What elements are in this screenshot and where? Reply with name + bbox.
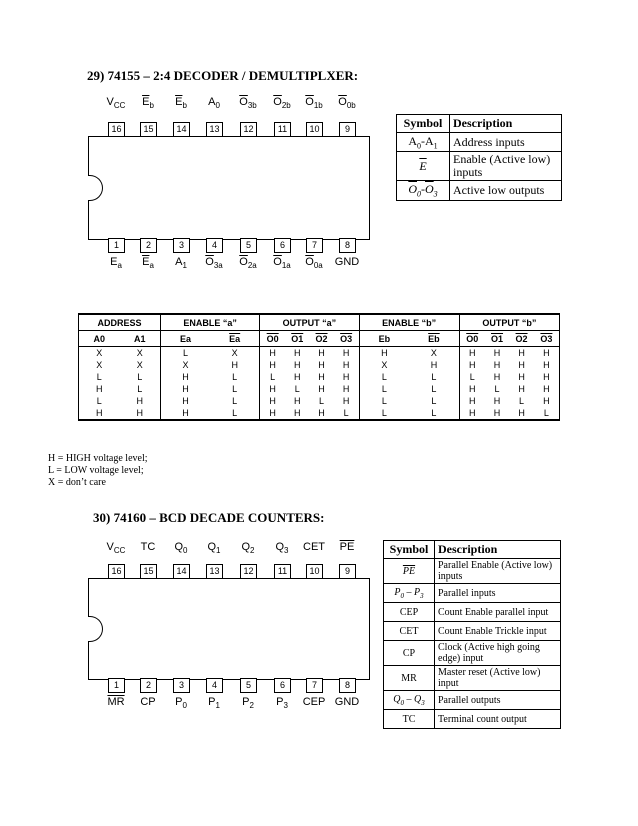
table-cell: L [359,407,409,420]
column-header: O2 [309,331,333,347]
note-dont-care: X = don’t care [48,477,106,488]
table-cell: H [534,383,560,395]
pin-number: 16 [108,564,125,579]
symbol-cell: $A_0-A_1$ [397,133,450,152]
pin-label: $E_a$ [110,256,122,271]
description-header: Description [450,115,562,133]
table-cell: L [79,395,120,407]
table-row [79,359,560,371]
table-cell: H [318,384,325,394]
symbol-header: Symbol [397,115,450,133]
table-cell: H [269,348,276,358]
table-cell: X [381,360,388,370]
pin-number: 5 [240,238,257,253]
symbol-cell: $\overline{O}_0-\overline{O}_3$ [397,181,450,200]
table-cell: H [534,371,560,383]
pin-number: 12 [240,122,257,137]
symbol-cell: $\overline{E}$ [397,152,450,181]
table-cell: X [79,347,120,360]
pin-number: 15 [140,564,157,579]
pin-label: $A_0$ [208,96,220,111]
table-cell: L [519,396,525,406]
table-cell: H [493,396,501,406]
pin-label: $V_{CC}$ [106,96,126,111]
table-cell: X [409,347,459,360]
table-cell: L [79,371,120,383]
table-cell: H [309,407,333,420]
column-header: $\overline{Ea}$ [210,331,260,347]
table-cell: H [182,396,189,406]
chip-body [88,578,370,680]
table-cell: X [182,360,189,370]
table-cell: H [318,348,325,358]
table-cell: H [293,348,301,358]
table-cell: H [459,407,485,420]
table-cell: H [469,384,476,394]
pin-number: 6 [274,678,291,693]
symbol-cell: CET [384,622,435,641]
table-cell: L [119,383,160,395]
table-cell: L [183,348,189,358]
pin-label: TC [140,541,156,553]
pin-label: $\overline{O}_{3a}$ [205,256,223,271]
pin-label: $Q_0$ [174,541,188,556]
table-cell: L [381,372,387,382]
pin-number: 1 [108,238,125,253]
table-cell: L [270,372,276,382]
table-cell: H [534,347,560,360]
table-cell: H [493,360,501,370]
table-cell: L [534,407,560,420]
pin-number: 10 [306,122,323,137]
table-row [384,691,561,710]
description-cell: Parallel inputs [435,584,561,603]
table-cell: L [119,371,160,383]
pin-label: CP [140,696,156,708]
symbol-cell: CP [384,641,435,666]
description-cell: Address inputs [450,133,562,152]
table-row [384,641,561,666]
table-cell: H [334,347,359,360]
group-header: ENABLE “a” [160,314,259,331]
description-cell: Parallel Enable (Active low) inputs [435,559,561,584]
table-cell: L [409,371,459,383]
table-cell: L [210,371,260,383]
pin-label: $Q_3$ [275,541,289,556]
pin-label: GND [334,256,360,268]
table-cell: H [285,407,309,420]
pin-number: 12 [240,564,257,579]
column-header: O3 [534,331,560,347]
table-cell: H [210,359,260,371]
table-cell: L [319,396,325,406]
pin-label: $\overline{PE}$ [339,541,355,553]
pin-number: 8 [339,238,356,253]
table-row [384,584,561,603]
pin-label: $\overline{O}_{2a}$ [239,256,257,271]
table-cell: H [534,359,560,371]
table-cell: H [518,372,525,382]
table-cell: L [381,396,387,406]
table-row [397,152,562,181]
pin-label: $\overline{E}_b$ [142,96,154,111]
symbol-table-74160 [383,540,561,729]
table-cell: X [210,347,260,360]
pin-label: $\overline{O}_{0a}$ [305,256,323,271]
pin-label: CEP [302,696,326,708]
column-header: Ea [160,331,210,347]
pin-number: 13 [206,122,223,137]
column-header: $\overline{Eb}$ [409,331,459,347]
table-cell: L [294,384,300,394]
pin-label: CET [303,541,325,553]
table-row [79,395,560,407]
table-cell: H [469,348,476,358]
column-header: O0 [260,331,285,347]
pin-label: $A_1$ [175,256,187,271]
table-cell: H [182,372,189,382]
pin-label: $P_1$ [208,696,220,711]
pin-label: $\overline{O}_{1a}$ [273,256,291,271]
table-cell: H [334,383,359,395]
table-cell: L [210,395,260,407]
table-row [384,622,561,641]
pin-number: 2 [140,678,157,693]
table-cell: H [293,396,301,406]
pin-number: 1 [108,678,125,693]
table-cell: H [518,360,525,370]
pin-number: 2 [140,238,157,253]
pin-label: $P_3$ [276,696,288,711]
chip-body [88,136,370,240]
table-row [397,133,562,152]
pin-label: $\overline{MR}$ [107,696,125,708]
table-cell: H [318,372,325,382]
pin-label: $P_0$ [175,696,187,711]
section2-heading: 30) 74160 – BCD DECADE COUNTERS: [93,510,325,525]
table-cell: H [182,384,189,394]
chip-74155-diagram [88,96,378,276]
table-cell: X [79,359,120,371]
column-header: Eb [359,331,409,347]
table-row [384,666,561,691]
symbol-cell: $Q_0 - Q_3$ [384,691,435,710]
table-row [79,371,560,383]
pin-number: 8 [339,678,356,693]
table-cell: H [509,407,534,420]
pin-label: $P_2$ [242,696,254,711]
table-cell: H [79,407,120,420]
table-cell: H [334,371,359,383]
table-row [384,559,561,584]
table-cell: H [293,360,301,370]
pin-label: $\overline{E}_a$ [142,256,154,271]
description-cell: Enable (Active low) inputs [450,152,562,181]
pin-number: 3 [173,238,190,253]
pin-label: $\overline{E}_b$ [175,96,187,111]
pin-number: 16 [108,122,125,137]
pin-number: 7 [306,238,323,253]
column-header: A0 [79,331,120,347]
section1-heading: 29) 74155 – 2:4 DECODER / DEMULTIPLXER: [87,68,359,83]
table-row [79,407,560,420]
table-cell: H [119,407,160,420]
column-header: O2 [509,331,534,347]
pin-number: 5 [240,678,257,693]
pin-label: $Q_2$ [241,541,255,556]
pin-number: 6 [274,238,291,253]
column-header: O3 [334,331,359,347]
symbol-header: Symbol [384,541,435,559]
column-header-row [79,331,560,347]
table-cell: H [534,395,560,407]
pin-number: 14 [173,564,190,579]
table-row [384,710,561,729]
column-header: O1 [285,331,309,347]
table-cell: L [409,395,459,407]
pin-number: 9 [339,564,356,579]
table-cell: H [293,372,301,382]
truth-table-74155 [78,313,560,421]
symbol-cell: $P_0 - P_3$ [384,584,435,603]
pin-number: 4 [206,678,223,693]
table-cell: L [334,407,359,420]
column-header: A1 [119,331,160,347]
group-header: OUTPUT “a” [260,314,359,331]
description-header: Description [435,541,561,559]
pin-number: 3 [173,678,190,693]
table-cell: H [381,348,388,358]
group-header: ADDRESS [79,314,161,331]
pin-number: 9 [339,122,356,137]
group-header: OUTPUT “b” [459,314,559,331]
table-cell: H [469,360,476,370]
table-cell: H [518,348,525,358]
pin-label: $V_{CC}$ [106,541,126,556]
column-header: O1 [485,331,510,347]
symbol-cell: MR [384,666,435,691]
table-cell: H [469,396,476,406]
note-high: H = HIGH voltage level; [48,453,148,464]
chip-74160-diagram [88,540,378,720]
pin-label: $Q_1$ [207,541,221,556]
table-cell: H [119,395,160,407]
description-cell: Count Enable Trickle input [435,622,561,641]
table-row [397,181,562,200]
table-cell: L [381,384,387,394]
description-cell: Count Enable parallel input [435,603,561,622]
pin-label: $\overline{O}_{3b}$ [239,96,257,111]
table-cell: H [409,359,459,371]
pin-number: 11 [274,122,291,137]
legend-notes [48,453,148,489]
table-cell: H [334,395,359,407]
table-cell: H [269,360,276,370]
description-cell: Parallel outputs [435,691,561,710]
table-row [79,347,560,360]
pin-number: 7 [306,678,323,693]
column-header: O0 [459,331,485,347]
table-cell: L [469,372,475,382]
table-cell: H [160,407,210,420]
table-cell: H [318,360,325,370]
table-cell: H [260,407,285,420]
table-row [384,603,561,622]
table-cell: X [119,347,160,360]
group-header: ENABLE “b” [359,314,459,331]
table-cell: X [119,359,160,371]
pin-number: 13 [206,564,223,579]
pin-label: $\overline{O}_{0b}$ [338,96,356,111]
table-cell: H [493,372,501,382]
table-cell: L [210,383,260,395]
group-header-row [79,314,560,331]
table-cell: H [269,384,276,394]
table-cell: L [210,407,260,420]
table-cell: L [409,383,459,395]
symbol-cell: TC [384,710,435,729]
table-cell: H [79,383,120,395]
pin-number: 15 [140,122,157,137]
table-cell: L [409,407,459,420]
pin-number: 14 [173,122,190,137]
pin-label: GND [334,696,360,708]
symbol-cell: $\overline{PE}$ [384,559,435,584]
description-cell: Terminal count output [435,710,561,729]
table-cell: H [269,396,276,406]
pin-label: $\overline{O}_{2b}$ [273,96,291,111]
description-cell: Master reset (Active low) input [435,666,561,691]
note-low: L = LOW voltage level; [48,465,144,476]
table-cell: H [518,384,525,394]
pin-number: 4 [206,238,223,253]
table-cell: L [494,384,500,394]
description-cell: Clock (Active high going edge) input [435,641,561,666]
symbol-cell: CEP [384,603,435,622]
pin-number: 11 [274,564,291,579]
table-cell: H [485,407,510,420]
description-cell: Active low outputs [450,181,562,200]
table-cell: H [334,359,359,371]
table-row [79,383,560,395]
symbol-table-74155 [396,114,562,201]
pin-number: 10 [306,564,323,579]
table-cell: H [493,348,501,358]
pin-label: $\overline{O}_{1b}$ [305,96,323,111]
